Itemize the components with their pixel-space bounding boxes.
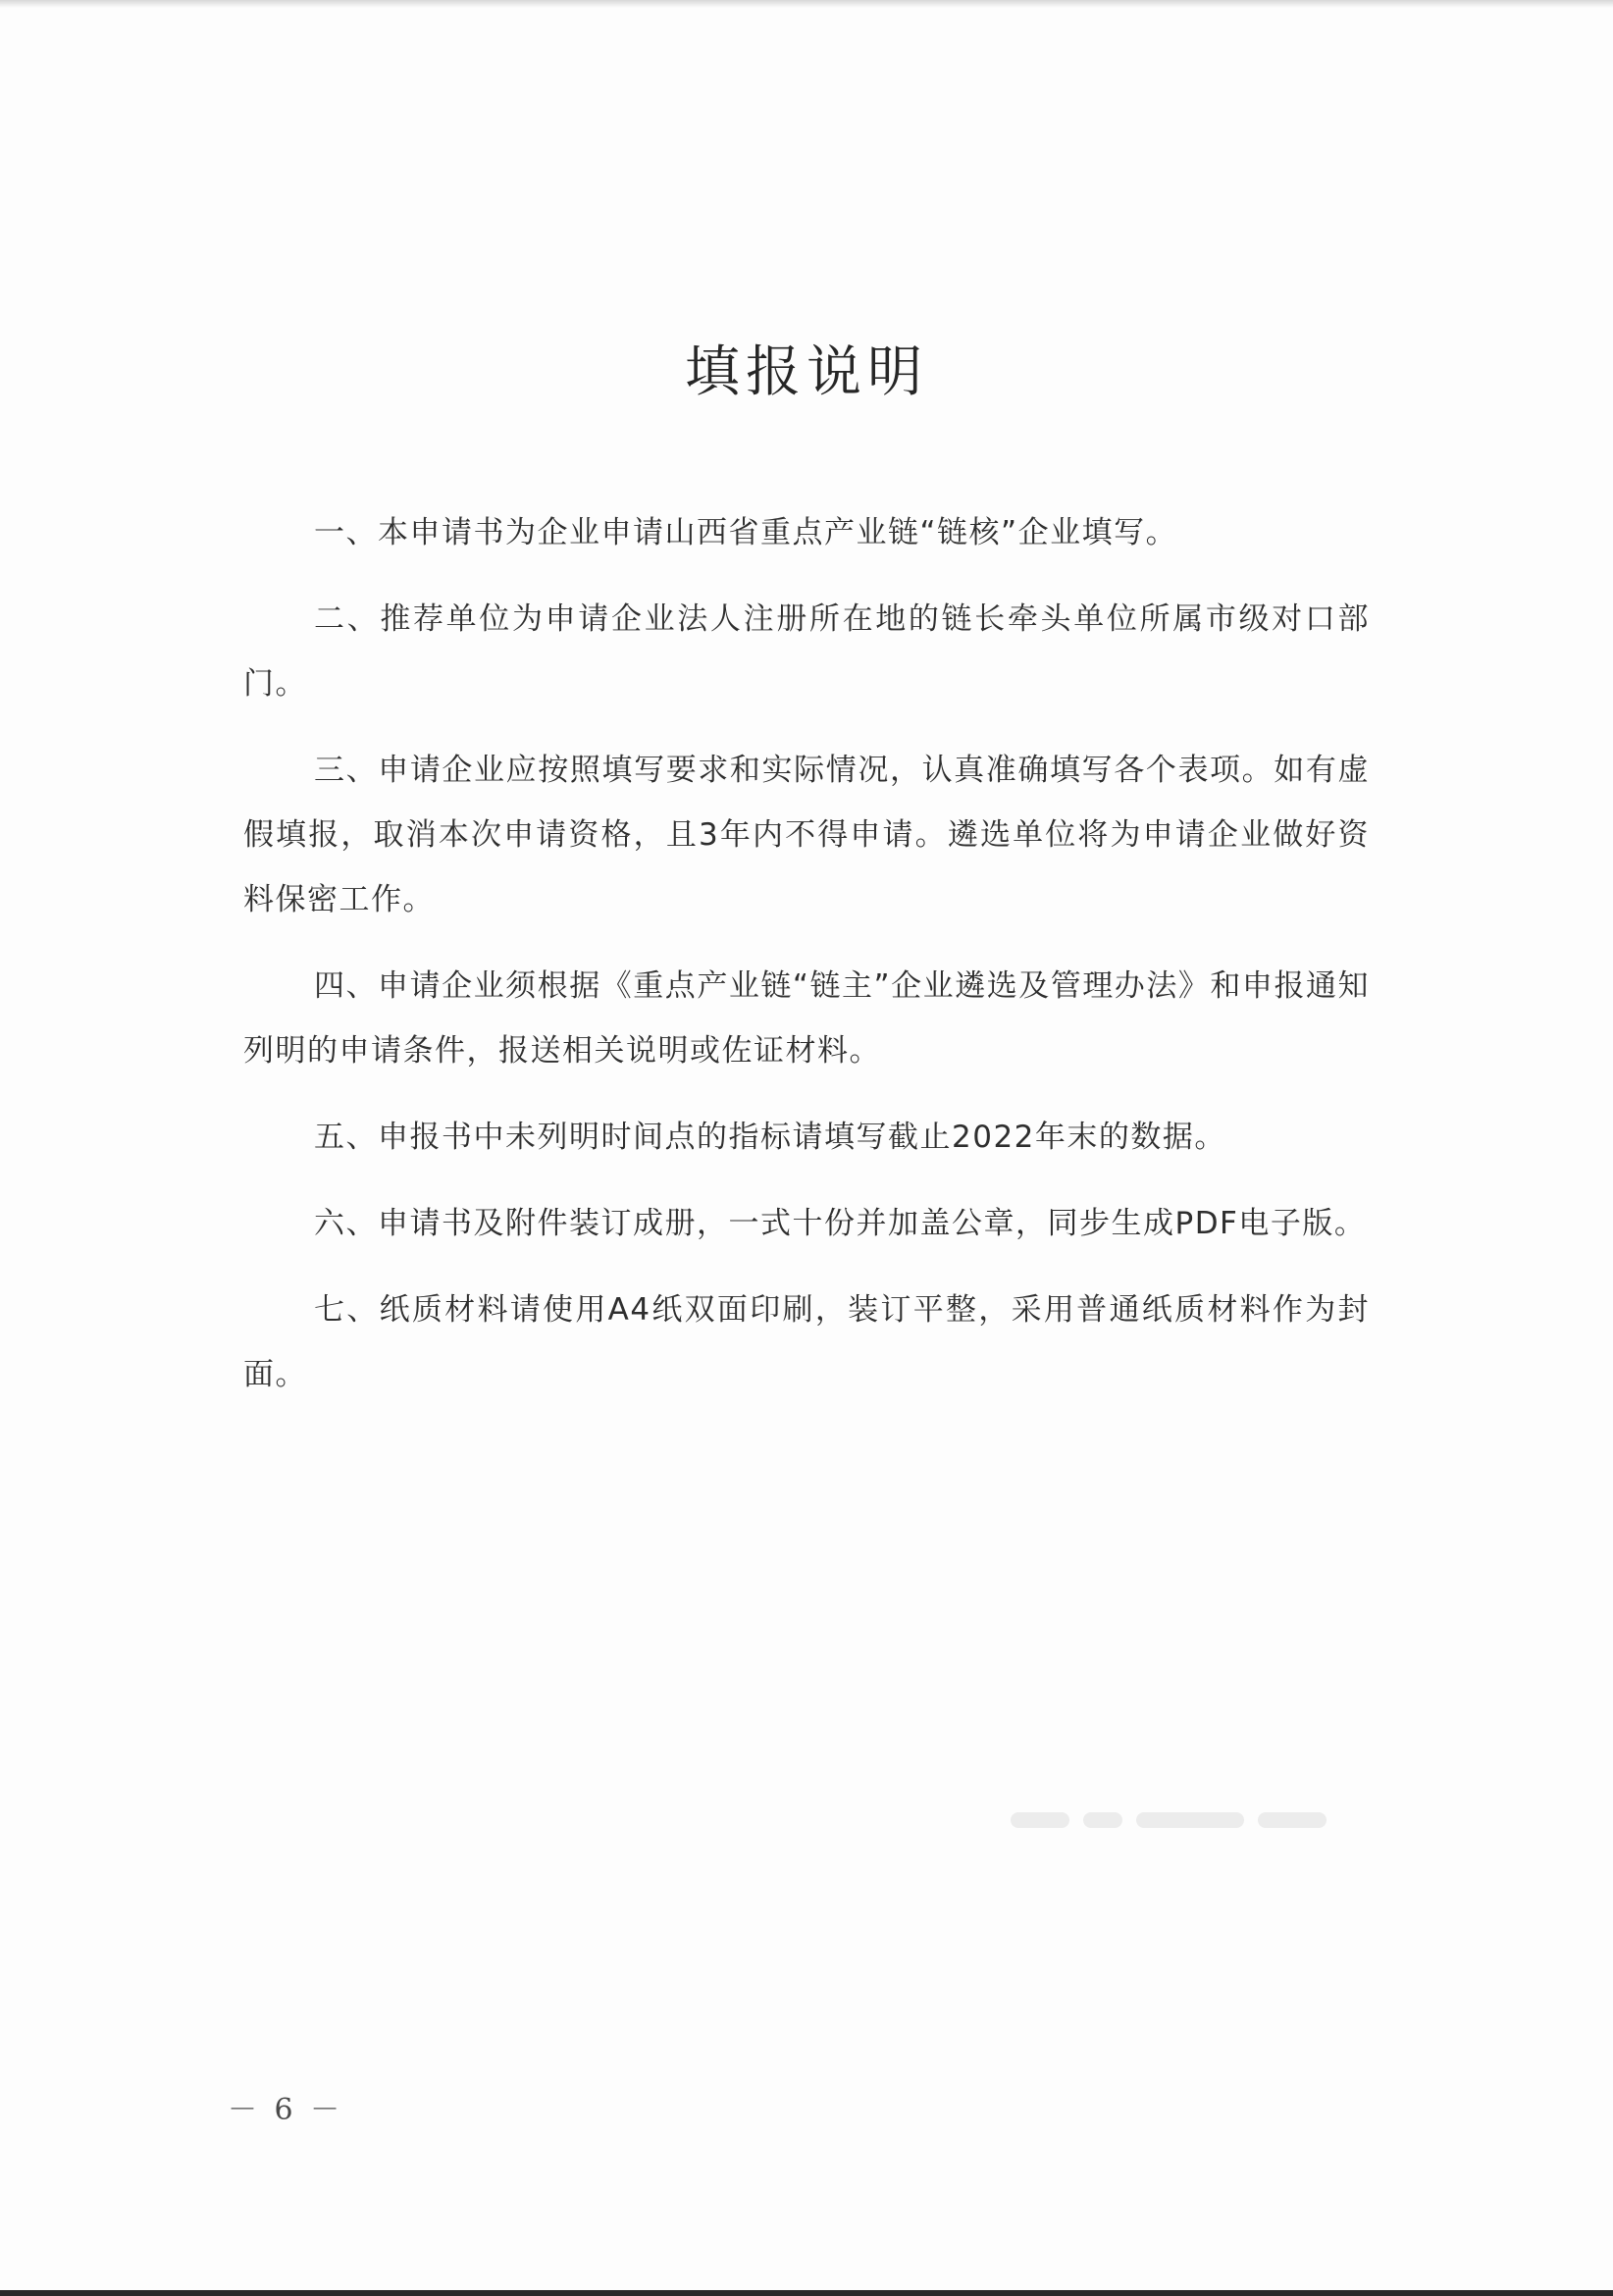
instructions-body xyxy=(243,500,1370,1429)
instruction-paragraph-2: 二、推荐单位为申请企业法人注册所在地的链长牵头单位所属市级对口部门。 xyxy=(243,601,1370,702)
scan-edge-top xyxy=(0,0,1613,8)
instruction-paragraph-7: 七、纸质材料请使用A4纸双面印刷，装订平整，采用普通纸质材料作为封面。 xyxy=(243,1292,1370,1392)
page-number: － 6 － xyxy=(228,2093,344,2127)
instruction-paragraph-3: 三、申请企业应按照填写要求和实际情况，认真准确填写各个表项。如有虚假填报，取消本次申请资格，且3年内不得申请。遴选单位将为申请企业做好资料保密工作。 xyxy=(243,753,1370,917)
instruction-paragraph-6: 六、申请书及附件装订成册，一式十份并加盖公章，同步生成PDF电子版。 xyxy=(314,1206,1367,1241)
page-title: 填报说明 xyxy=(685,340,928,404)
faint-bleed-through-mark xyxy=(1011,1800,1383,1840)
instruction-paragraph-1: 一、本申请书为企业申请山西省重点产业链“链核”企业填写。 xyxy=(314,515,1178,550)
instruction-paragraph-5: 五、申报书中未列明时间点的指标请填写截止2022年末的数据。 xyxy=(314,1120,1226,1155)
instruction-paragraph-4: 四、申请企业须根据《重点产业链“链主”企业遴选及管理办法》和申报通知列明的申请条件，报送相关说明或佐证材料。 xyxy=(243,968,1370,1069)
scan-edge-bottom xyxy=(0,2290,1613,2296)
